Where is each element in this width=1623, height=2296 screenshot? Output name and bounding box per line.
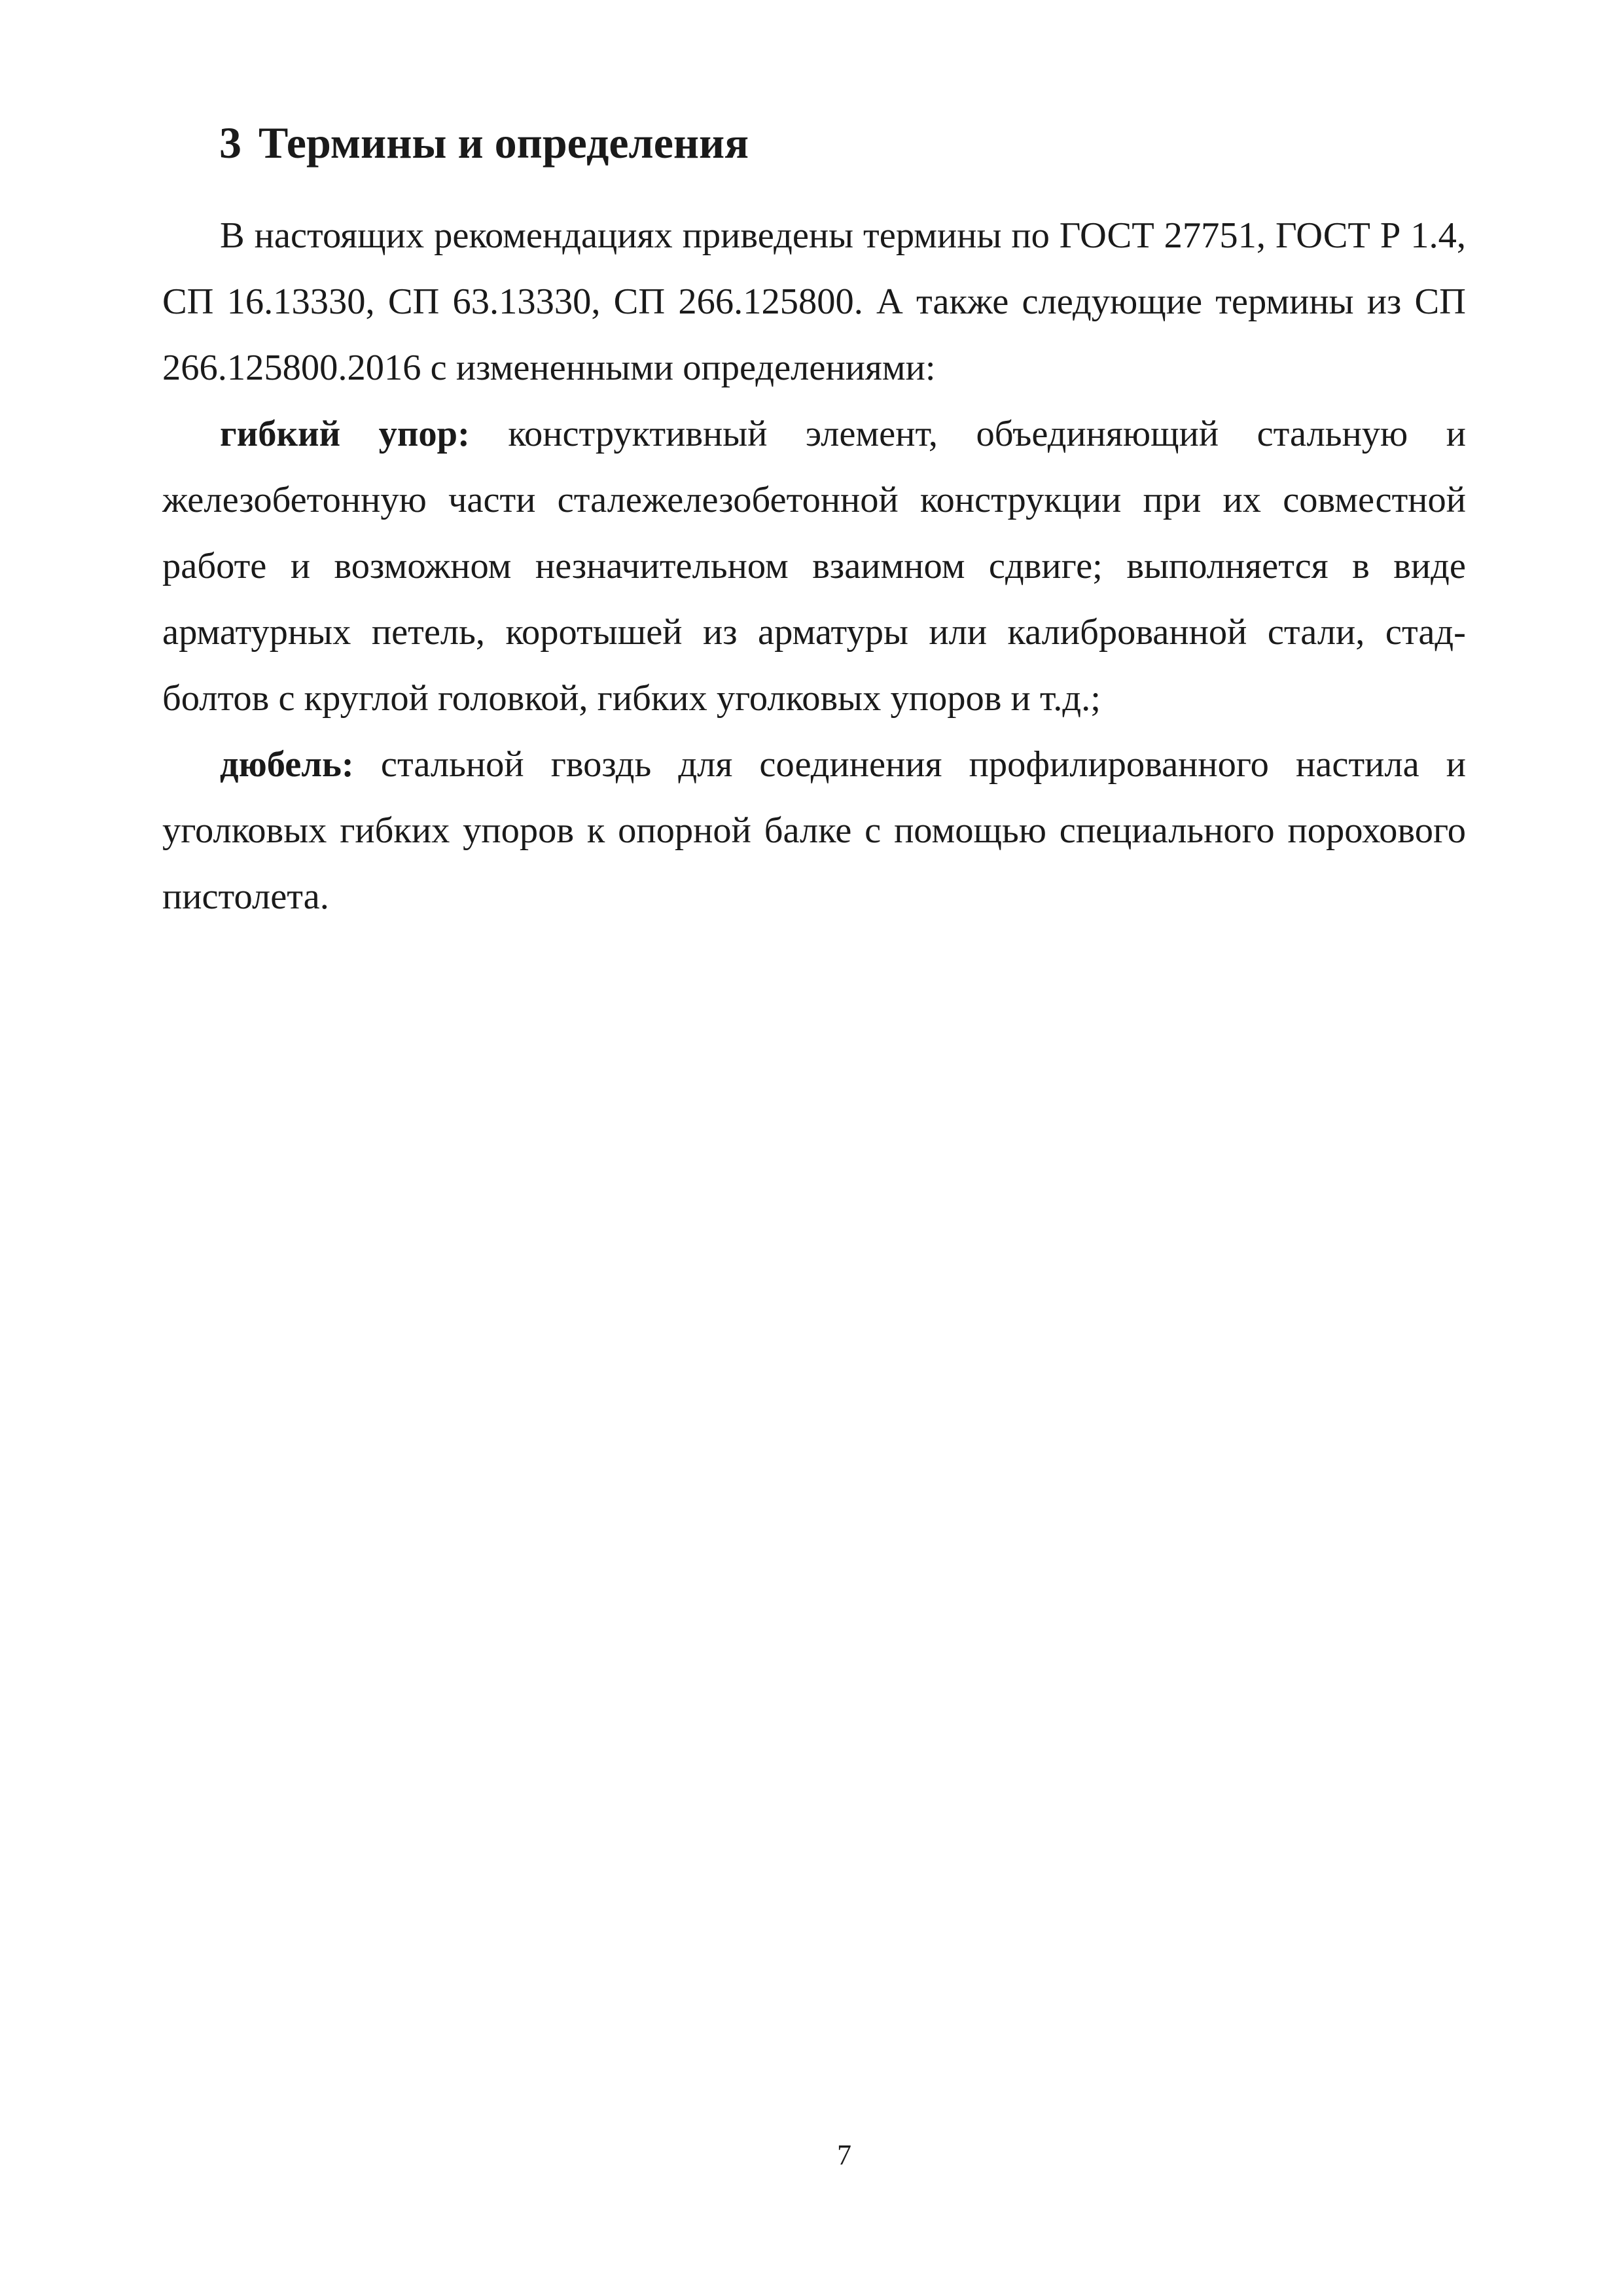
page-number: 7 (837, 2139, 851, 2171)
term-text: стальной гвоздь для соединения профилированного настила и уголковых гибких упоров к опорной балке с помощью специального порохового пистолета. (162, 744, 1467, 917)
term-text: конструктивный элемент, объединяющий стальную и железобетонную части сталежелезобетонной конструкции при их совместной работе и возможном незначительном взаимном сдвиге; выполняется в виде арматурных петель, коротышей из арматуры или калиброванной стали, стад-болтов с круглой головкой, гибких уголковых упоров и т.д.; (162, 414, 1466, 719)
term-name: гибкий упор: (220, 414, 470, 454)
intro-paragraph: В настоящих рекомендациях приведены термины по ГОСТ 27751, ГОСТ Р 1.4, СП 16.13330, СП 63.13330, СП 266.125800. А также следующие термины из СП 266.125800.2016 с измененными определениями: (162, 215, 1466, 388)
section-heading (219, 117, 749, 169)
term-definition (162, 401, 1466, 732)
section-body (162, 203, 1466, 930)
term-definition (162, 732, 1466, 930)
section-title: Термины и определения (259, 118, 749, 168)
section-number: 3 (219, 118, 241, 168)
term-name: дюбель: (220, 744, 354, 785)
